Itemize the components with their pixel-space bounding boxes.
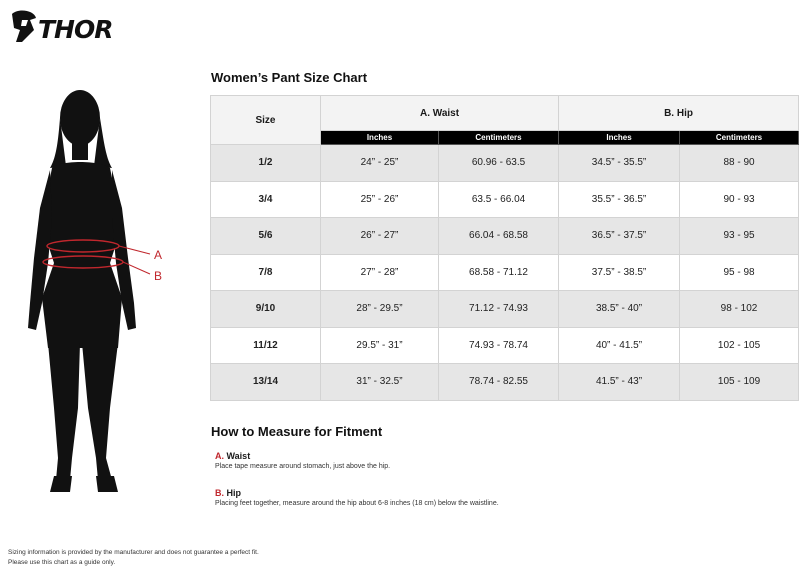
measure-title: How to Measure for Fitment [211,424,383,439]
hip-description: Placing feet together, measure around the hip about 6-8 inches (18 cm) below the waistline. [215,500,499,507]
hip-instruction [215,488,499,507]
size-cell: 1/2 [211,145,321,182]
size-cell: 9/10 [211,291,321,328]
size-header: Size [211,96,321,145]
waist-instruction [215,451,390,470]
waist-description: Place tape measure around stomach, just above the hip. [215,463,391,470]
body-silhouette-graphic [20,88,170,498]
thor-logo [8,8,132,48]
hip-header: B. Hip [559,96,799,131]
size-table [210,95,799,401]
hip-cm-cell: 98 - 102 [680,291,799,328]
disclaimer-line-1: Sizing information is provided by the manufacturer and does not guarantee a perfect fit. [8,549,259,556]
waist-cm-cell: 71.12 - 74.93 [439,291,559,328]
waist-header: A. Waist [321,96,559,131]
waist-letter: A. [215,451,224,461]
label-b: B [154,269,163,283]
hip-inches-cell: 41.5” - 43” [559,364,680,401]
table-row [211,327,799,364]
hip-cm-cell: 105 - 109 [680,364,799,401]
hip-inches-cell: 35.5” - 36.5” [559,181,680,218]
waist-cm-cell: 60.96 - 63.5 [439,145,559,182]
thor-helmet-icon [8,8,38,48]
size-cell: 11/12 [211,327,321,364]
waist-inches-cell: 29.5” - 31” [321,327,439,364]
hip-cm-cell: 93 - 95 [680,218,799,255]
waist-inches-cell: 24” - 25” [321,145,439,182]
brand-wordmark: THOR [38,15,113,44]
waist-cm-header: Centimeters [439,131,559,145]
hip-instruction-heading [215,488,499,498]
hip-inches-cell: 37.5” - 38.5” [559,254,680,291]
size-cell: 3/4 [211,181,321,218]
table-row [211,181,799,218]
chart-title: Women’s Pant Size Chart [211,70,368,85]
waist-inches-cell: 28” - 29.5” [321,291,439,328]
hip-inches-cell: 36.5” - 37.5” [559,218,680,255]
hip-cm-cell: 88 - 90 [680,145,799,182]
hip-cm-header: Centimeters [680,131,799,145]
table-row [211,145,799,182]
hip-cm-cell: 90 - 93 [680,181,799,218]
body-silhouette [20,88,170,498]
waist-instruction-heading [215,451,390,461]
waist-name: Waist [226,451,251,461]
waist-cm-cell: 68.58 - 71.12 [439,254,559,291]
waist-cm-cell: 66.04 - 68.58 [439,218,559,255]
hip-letter: B. [215,488,224,498]
disclaimer [8,548,259,568]
hip-inches-header: Inches [559,131,680,145]
hip-inches-cell: 34.5” - 35.5” [559,145,680,182]
waist-inches-cell: 31” - 32.5” [321,364,439,401]
hip-name: Hip [226,488,242,498]
hip-cm-cell: 102 - 105 [680,327,799,364]
table-row [211,254,799,291]
disclaimer-line-2: Please use this chart as a guide only. [8,559,116,566]
size-cell: 7/8 [211,254,321,291]
size-cell: 5/6 [211,218,321,255]
size-cell: 13/14 [211,364,321,401]
table-row [211,291,799,328]
waist-inches-header: Inches [321,131,439,145]
hip-inches-cell: 40” - 41.5” [559,327,680,364]
waist-cm-cell: 74.93 - 78.74 [439,327,559,364]
waist-inches-cell: 25” - 26” [321,181,439,218]
table-row [211,364,799,401]
waist-inches-cell: 26” - 27” [321,218,439,255]
table-row [211,218,799,255]
waist-inches-cell: 27” - 28” [321,254,439,291]
hip-cm-cell: 95 - 98 [680,254,799,291]
hip-inches-cell: 38.5” - 40” [559,291,680,328]
label-a: A [154,248,163,262]
waist-cm-cell: 63.5 - 66.04 [439,181,559,218]
waist-cm-cell: 78.74 - 82.55 [439,364,559,401]
